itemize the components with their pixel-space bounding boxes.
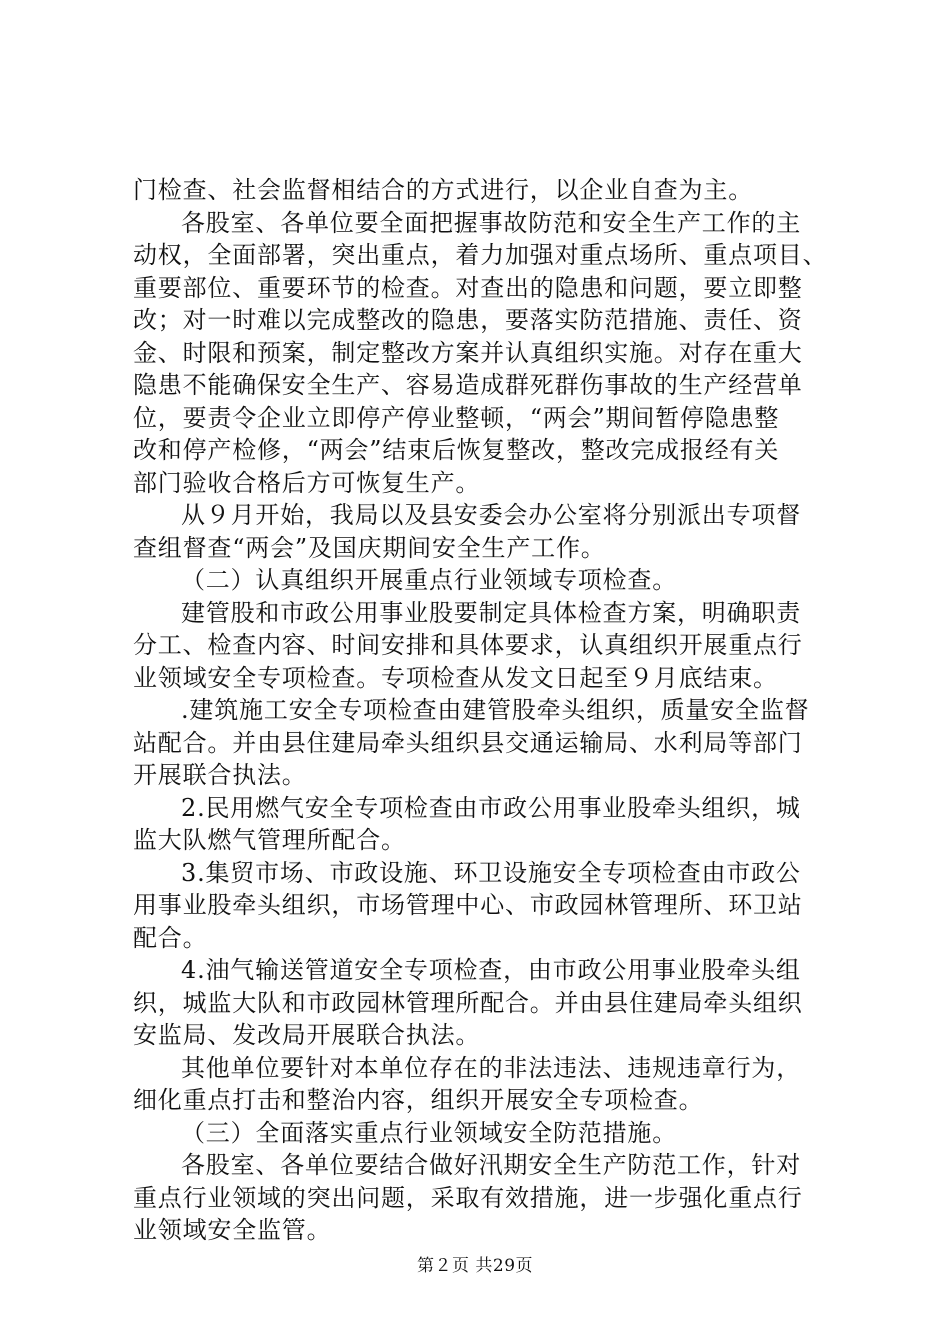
text-line: 隐患不能确保安全生产、容易造成群死群伤事故的生产经营单 xyxy=(133,371,803,399)
text-line: 业领域安全专项检查。专项检查从发文日起至９月底结束。 xyxy=(133,663,778,692)
text-line: 开展联合执法。 xyxy=(133,761,307,789)
text-line: 从９月开始，我局以及县安委会办公室将分别派出专项督 xyxy=(181,501,801,529)
text-line: 分工、检查内容、时间安排和具体要求，认真组织开展重点行 xyxy=(133,631,803,659)
text-line: 业领域安全监管。 xyxy=(133,1216,332,1244)
page-number-footer: 第２页 共29页 xyxy=(416,1256,534,1276)
section-heading: （二）认真组织开展重点行业领域专项检查。 xyxy=(181,566,677,594)
text-line: 配合。 xyxy=(133,923,208,952)
text-line: 建管股和市政公用事业股要制定具体检查方案，明确职责 xyxy=(181,598,801,627)
text-line: 动权，全面部署，突出重点，着力加强对重点场所、重点项目、 xyxy=(133,241,828,269)
text-line: 其他单位要针对本单位存在的非法违法、违规违章行为， xyxy=(181,1053,801,1082)
text-line: 门检查、社会监督相结合的方式进行，以企业自查为主。 xyxy=(133,176,753,204)
text-line: 安监局、发改局开展联合执法。 xyxy=(133,1021,481,1049)
text-line: 各股室、各单位要全面把握事故防范和安全生产工作的主 xyxy=(181,208,801,237)
text-line: 部门验收合格后方可恢复生产。 xyxy=(133,468,481,497)
text-line: 查组督查“两会”及国庆期间安全生产工作。 xyxy=(133,533,606,562)
text-line: 细化重点打击和整治内容，组织开展安全专项检查。 xyxy=(133,1086,704,1114)
text-line: 4.油气输送管道安全专项检查，由市政公用事业股牵头组 xyxy=(181,956,801,984)
text-line: 2.民用燃气安全专项检查由市政公用事业股牵头组织，城 xyxy=(181,793,801,822)
text-line: 改和停产检修，“两会”结束后恢复整改，整改完成报经有关 xyxy=(133,436,780,464)
text-line: 金、时限和预案，制定整改方案并认真组织实施。对存在重大 xyxy=(133,338,803,367)
text-line: 织，城监大队和市政园林管理所配合。并由县住建局牵头组织 xyxy=(133,988,803,1017)
text-line: .建筑施工安全专项检查由建管股牵头组织，质量安全监督 xyxy=(181,696,810,724)
text-line: 用事业股牵头组织，市场管理中心、市政园林管理所、环卫站 xyxy=(133,891,803,919)
text-line: 站配合。并由县住建局牵头组织县交通运输局、水利局等部门 xyxy=(133,728,803,757)
text-line: 改；对一时难以完成整改的隐患，要落实防范措施、责任、资 xyxy=(133,306,803,334)
text-line: 重点行业领域的突出问题，采取有效措施，进一步强化重点行 xyxy=(133,1183,803,1212)
text-line: 各股室、各单位要结合做好汛期安全生产防范工作，针对 xyxy=(181,1151,801,1179)
text-line: 监大队燃气管理所配合。 xyxy=(133,826,406,854)
text-line: 位，要责令企业立即停产停业整顿，“两会”期间暂停隐患整 xyxy=(133,403,780,432)
text-line: 重要部位、重要环节的检查。对查出的隐患和问题，要立即整 xyxy=(133,273,803,302)
document-body xyxy=(133,174,828,1247)
section-heading: （三）全面落实重点行业领域安全防范措施。 xyxy=(181,1118,677,1147)
text-line: 3.集贸市场、市政设施、环卫设施安全专项检查由市政公 xyxy=(181,858,801,887)
